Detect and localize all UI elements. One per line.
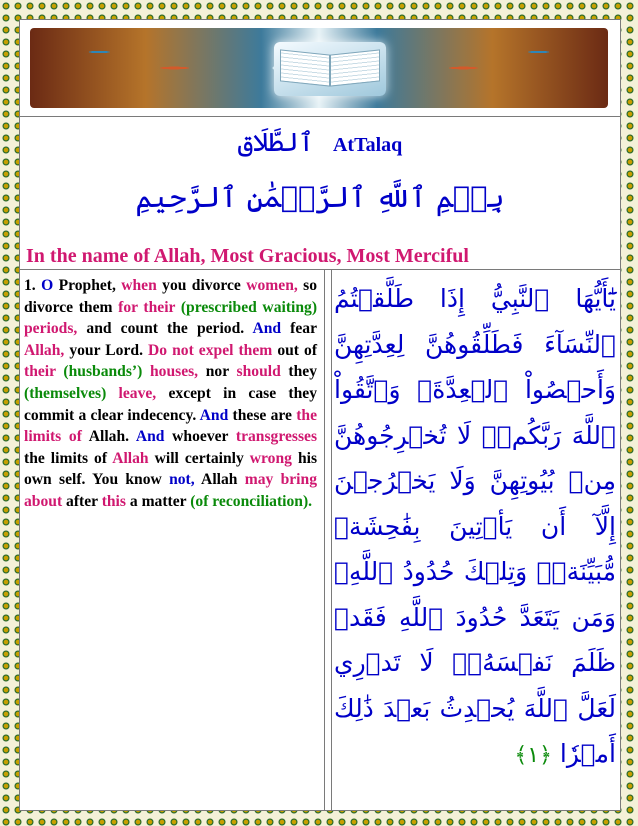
translation-segment: commit a clear indecency. [24, 406, 200, 424]
translation-segment: women, [246, 277, 298, 294]
translation-segment: after [62, 492, 102, 510]
translation-segment: they [280, 363, 318, 381]
page-frame [19, 19, 621, 811]
translation-segment: (husbands’) [55, 363, 143, 381]
translation-segment: a matter [125, 492, 191, 510]
translation-segment: his own self. You know [24, 449, 318, 489]
translation-segment: your Lord. [64, 341, 149, 359]
ornamental-banner-image [30, 28, 608, 108]
translation-segment: leave, [106, 384, 157, 402]
translation-segment: Allah [194, 471, 245, 489]
translation-segment: the limits of [24, 406, 317, 446]
translation-segment: whoever [164, 428, 236, 446]
ayah-number-marker: ﴿١﴾ [514, 743, 552, 768]
translation-segment: they [288, 384, 317, 402]
header-banner [20, 20, 620, 116]
translation-segment: this [101, 492, 126, 510]
translation-segment: not, [169, 471, 195, 489]
translation-segment: their [24, 363, 56, 381]
translation-segment: these are [228, 406, 297, 424]
basmala-arabic: بِسۡمِ ٱللَّهِ ٱلرَّحۡمَٰنِ ٱلرَّحِيمِ [135, 180, 505, 214]
surah-title-english: AtTalaq [332, 134, 403, 156]
ayah-number: ١ [527, 743, 540, 768]
column-divider [324, 270, 332, 810]
translation-segment: 1. [24, 277, 42, 294]
open-book-icon [274, 42, 386, 96]
translation-segment: wrong [249, 449, 292, 467]
translation-segment: (of reconciliation). [190, 492, 313, 510]
translation-segment: houses, [142, 363, 199, 381]
verse-arabic-text: يَٰٓأَيُّهَا ٱلنَّبِيُّ إِذَا طَلَّقۡتُمُ ٱلنِّسَآءَ فَطَلِّقُوهُنَّ لِعِدَّتِهِنَّ وَأَحۡصُواْ ٱلۡعِدَّةَۖ وَٱتَّقُواْ ٱللَّهَ رَبَّكُمۡۖ لَا تُخۡرِجُوهُنَّ مِنۢ بُيُوتِهِنَّ وَلَا يَخۡرُجۡنَ إِلَّآ أَن يَأۡتِينَ بِفَٰحِشَةٖ مُّبَيِّنَةٖۚ وَتِلۡكَ حُدُودُ ٱللَّهِۚ وَمَن يَتَعَدَّ حُدُودَ ٱللَّهِ فَقَدۡ ظَلَمَ نَفۡسَهُۥۚ لَا تَدۡرِي لَعَلَّ ٱللَّهَ يُحۡدِثُ بَعۡدَ ذَٰلِكَ أَمۡرٗا [334, 284, 616, 768]
translation-segment: the limits of [24, 449, 113, 467]
translation-segment: And [135, 428, 165, 446]
translation-segment: Allah. [81, 428, 136, 446]
translation-segment: you divorce [156, 277, 247, 294]
translation-segment: may bring about [24, 471, 317, 510]
translation-segment: Do not expel them [148, 341, 273, 359]
translation-segment: so divorce them [24, 277, 317, 316]
basmala-english: In the name of Allah, Most Gracious, Most Merciful [26, 245, 469, 267]
translation-segment: O [41, 277, 54, 294]
surah-title [20, 128, 620, 168]
translation-segment: fear [281, 320, 317, 338]
translation-segment: will certainly [148, 449, 250, 467]
translation-segment: out of [272, 341, 318, 359]
verse-translation [24, 275, 317, 513]
translation-segment: Prophet, [53, 277, 122, 294]
translation-segment: (themselves) [24, 384, 107, 402]
translation-segment: Allah [112, 449, 149, 467]
translation-segment: And [199, 406, 229, 424]
divider [20, 269, 620, 270]
translation-segment: transgresses [235, 428, 318, 446]
translation-segment: for their [118, 298, 176, 316]
translation-segment: periods, [24, 320, 78, 338]
surah-title-arabic: ٱلطَّلَاق [237, 128, 314, 158]
translation-segment: And [252, 320, 282, 338]
verse-arabic [334, 276, 616, 779]
translation-segment: (prescribed waiting) [175, 298, 318, 316]
translation-segment: nor [198, 363, 237, 381]
divider [20, 116, 620, 117]
translation-segment: and count the period. [77, 320, 253, 338]
translation-segment: should [236, 363, 281, 381]
translation-segment: Allah, [24, 341, 65, 359]
translation-segment: except in case [156, 384, 289, 402]
translation-segment: when [121, 277, 157, 294]
